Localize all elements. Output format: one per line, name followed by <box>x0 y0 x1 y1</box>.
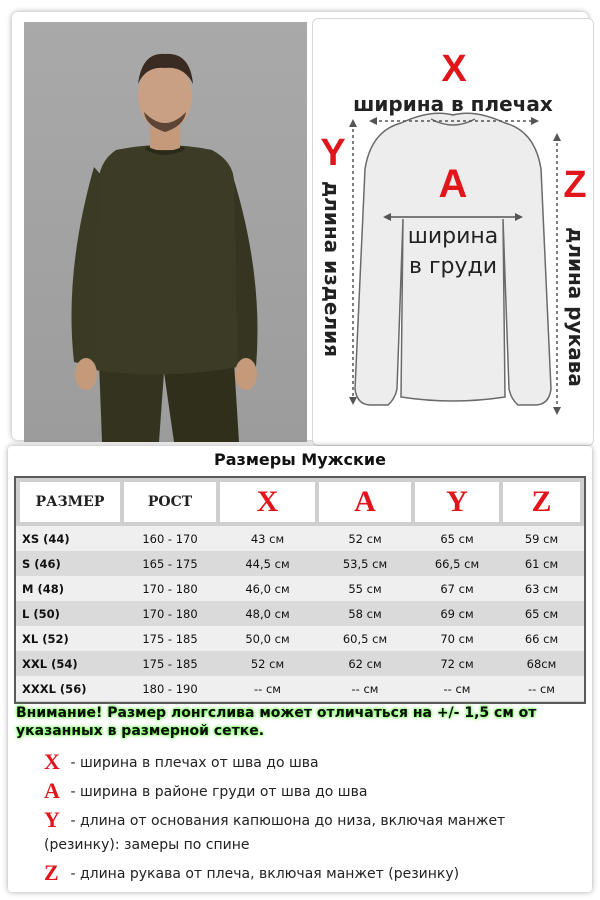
x-letter: X <box>441 48 467 90</box>
cell-x: 50,0 см <box>245 631 290 646</box>
cell-y: 69 см <box>440 606 474 621</box>
legend <box>44 750 574 886</box>
cell-x: 48,0 см <box>245 606 290 621</box>
table-row <box>16 626 584 651</box>
size-table <box>14 476 586 704</box>
legend-item-x <box>44 750 574 775</box>
cell-size: XL (52) <box>22 631 69 646</box>
table-header-row <box>16 478 584 524</box>
legend-letter-x: X <box>44 749 60 774</box>
size-chart-card <box>8 446 592 892</box>
cell-x: 43 см <box>250 531 285 546</box>
product-card <box>12 12 588 440</box>
table-row <box>16 676 584 701</box>
header-x: X <box>220 482 315 522</box>
a-letter: A <box>438 162 468 206</box>
table-row <box>16 601 584 626</box>
cell-a: -- см <box>351 681 379 696</box>
y-letter: Y <box>320 132 346 174</box>
a-label-line1: ширина <box>407 224 499 249</box>
cell-height: 160 - 170 <box>142 531 198 546</box>
header-size: РАЗМЕР <box>20 482 120 522</box>
cell-x: 52 см <box>250 656 285 671</box>
cell-size: XXL (54) <box>22 656 78 671</box>
model-illustration <box>24 22 307 442</box>
size-warning: Внимание! Размер лонгслива может отличаться на +/- 1,5 см от указанных в размерной сетке. <box>16 705 537 739</box>
z-label: длина рукава <box>564 227 588 387</box>
cell-y: 70 см <box>440 631 474 646</box>
table-row <box>16 651 584 676</box>
cell-x: 46,0 см <box>245 581 290 596</box>
cell-z: -- см <box>528 681 555 696</box>
model-photo <box>24 22 307 442</box>
cell-z: 66 см <box>524 631 559 646</box>
cell-size: M (48) <box>22 581 64 596</box>
table-row <box>16 576 584 601</box>
y-label: длина изделия <box>320 181 344 357</box>
cell-height: 175 - 185 <box>142 631 198 646</box>
header-z: Z <box>503 482 580 522</box>
cell-y: 66,5 см <box>434 556 480 571</box>
cell-size: XS (44) <box>22 531 70 546</box>
cell-x: -- см <box>254 681 281 696</box>
cell-y: 67 см <box>440 581 474 596</box>
x-label: ширина в плечах <box>353 92 553 116</box>
cell-z: 59 см <box>524 531 559 546</box>
cell-y: 72 см <box>440 656 474 671</box>
cell-a: 60,5 см <box>342 631 388 646</box>
legend-letter-y: Y <box>44 807 60 832</box>
cell-a: 53,5 см <box>342 556 388 571</box>
cell-y: 65 см <box>440 531 474 546</box>
cell-y: -- см <box>443 681 471 696</box>
legend-text-a: - ширина в районе груди от шва до шва <box>66 784 368 800</box>
header-height: РОСТ <box>124 482 216 522</box>
sweatshirt-diagram-icon <box>313 19 595 447</box>
legend-item-a <box>44 779 574 804</box>
cell-height: 170 - 180 <box>142 606 198 621</box>
legend-text-x: - ширина в плечах от шва до шва <box>66 755 319 771</box>
cell-height: 180 - 190 <box>142 681 198 696</box>
cell-a: 55 см <box>348 581 382 596</box>
cell-size: S (46) <box>22 556 61 571</box>
header-a: A <box>319 482 411 522</box>
a-label-line2: в груди <box>408 254 498 279</box>
legend-text-z: - длина рукава от плеча, включая манжет (резинку) <box>66 866 460 882</box>
legend-item-z <box>44 861 574 886</box>
table-row <box>16 551 584 576</box>
cell-a: 52 см <box>348 531 382 546</box>
cell-a: 58 см <box>348 606 382 621</box>
cell-z: 61 см <box>524 556 559 571</box>
legend-letter-z: Z <box>44 860 59 885</box>
table-title: Размеры Мужские <box>214 450 386 469</box>
cell-z: 63 см <box>524 581 559 596</box>
z-letter: Z <box>563 164 587 206</box>
legend-item-y <box>44 808 574 857</box>
cell-size: L (50) <box>22 606 60 621</box>
cell-z: 65 см <box>524 606 559 621</box>
header-y: Y <box>415 482 499 522</box>
cell-height: 165 - 175 <box>142 556 198 571</box>
measurement-diagram <box>312 18 594 446</box>
legend-text-y: - длина от основания капюшона до низа, включая манжет (резинку): замеры по спине <box>44 813 506 853</box>
table-row <box>16 526 584 551</box>
legend-letter-a: A <box>44 778 60 803</box>
cell-x: 44,5 см <box>245 556 290 571</box>
cell-a: 62 см <box>348 656 382 671</box>
cell-z: 68см <box>526 656 557 671</box>
cell-height: 175 - 185 <box>142 656 198 671</box>
cell-height: 170 - 180 <box>142 581 198 596</box>
cell-size: XXXL (56) <box>22 681 87 696</box>
